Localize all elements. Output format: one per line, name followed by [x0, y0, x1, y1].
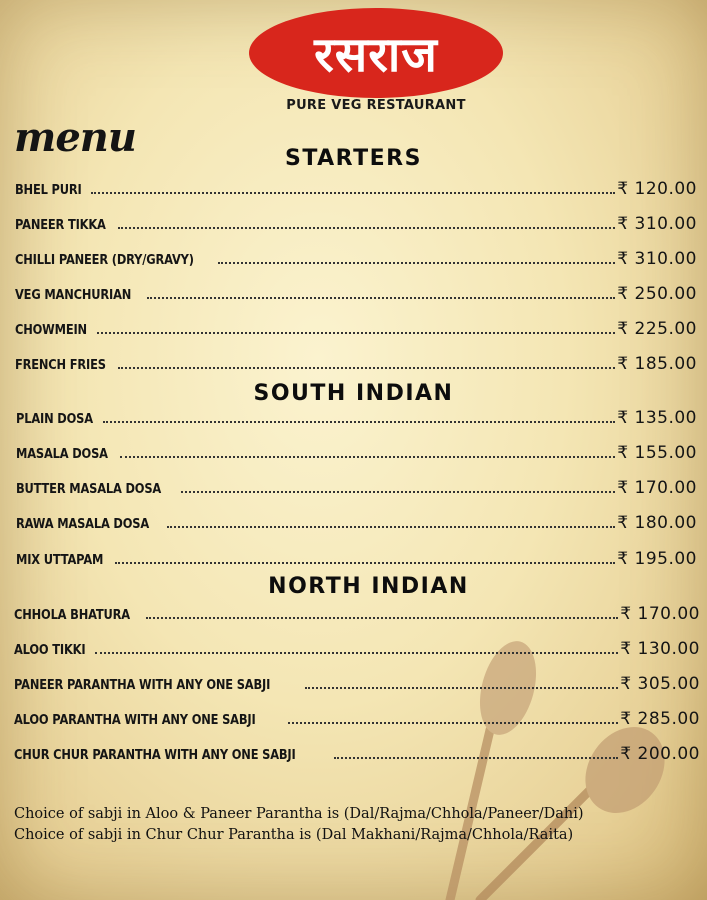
dot-leader — [167, 526, 615, 528]
item-price: ₹ 135.00 — [617, 408, 697, 428]
menu-item — [16, 478, 697, 498]
section-heading-south-indian: SOUTH INDIAN — [253, 381, 454, 406]
dot-leader — [120, 456, 615, 458]
item-price: ₹ 120.00 — [617, 179, 697, 199]
dot-leader — [91, 192, 616, 194]
note-line: Choice of sabji in Aloo & Paneer Parantha is (Dal/Rajma/Chhola/Paneer/Dahi) — [14, 806, 584, 822]
item-price: ₹ 310.00 — [617, 214, 697, 234]
note-line: Choice of sabji in Chur Chur Parantha is (Dal Makhani/Rajma/Chhola/Raita) — [14, 827, 574, 843]
menu-item — [15, 249, 697, 269]
item-name: BHEL PURI — [15, 183, 82, 198]
item-price: ₹ 195.00 — [617, 549, 697, 569]
item-name: CHUR CHUR PARANTHA WITH ANY ONE SABJI — [14, 748, 296, 763]
menu-item — [15, 179, 697, 199]
item-price: ₹ 180.00 — [617, 513, 697, 533]
menu-item — [15, 214, 697, 234]
dot-leader — [147, 297, 615, 299]
section-heading-north-indian: NORTH INDIAN — [268, 574, 469, 599]
item-name: ALOO TIKKI — [14, 643, 86, 658]
item-name: CHOWMEIN — [15, 323, 87, 338]
item-name: BUTTER MASALA DOSA — [16, 482, 162, 497]
dot-leader — [288, 722, 618, 724]
dot-leader — [95, 652, 618, 654]
item-price: ₹ 225.00 — [617, 319, 697, 339]
dot-leader — [103, 421, 615, 423]
item-name: ALOO PARANTHA WITH ANY ONE SABJI — [14, 713, 256, 728]
dot-leader — [118, 367, 615, 369]
menu-item — [14, 744, 700, 764]
dot-leader — [181, 491, 615, 493]
menu-item — [16, 549, 697, 569]
item-price: ₹ 285.00 — [620, 709, 700, 729]
item-price: ₹ 170.00 — [617, 478, 697, 498]
menu-item — [16, 513, 697, 533]
item-name: VEG MANCHURIAN — [15, 288, 132, 303]
sabji-notes — [14, 804, 694, 846]
item-name: RAWA MASALA DOSA — [16, 517, 150, 532]
dot-leader — [115, 562, 615, 564]
item-price: ₹ 305.00 — [620, 674, 700, 694]
restaurant-tagline: PURE VEG RESTAURANT — [286, 98, 466, 113]
item-price: ₹ 170.00 — [620, 604, 700, 624]
item-price: ₹ 155.00 — [617, 443, 697, 463]
menu-item — [14, 639, 700, 659]
dot-leader — [146, 617, 619, 619]
menu-item — [16, 443, 697, 463]
item-price: ₹ 130.00 — [620, 639, 700, 659]
menu-item — [15, 319, 697, 339]
item-price: ₹ 310.00 — [617, 249, 697, 269]
dot-leader — [334, 757, 618, 759]
item-price: ₹ 250.00 — [617, 284, 697, 304]
dot-leader — [218, 262, 615, 264]
dot-leader — [305, 687, 618, 689]
menu-item — [16, 408, 697, 428]
item-name: MIX UTTAPAM — [16, 553, 104, 568]
menu-title: menu — [14, 114, 136, 161]
menu-item — [15, 354, 697, 374]
item-name: MASALA DOSA — [16, 447, 108, 462]
dot-leader — [97, 332, 616, 334]
item-name: PLAIN DOSA — [16, 412, 93, 427]
item-name: PANEER TIKKA — [15, 218, 106, 233]
item-name: CHILLI PANEER (DRY/GRAVY) — [15, 253, 194, 268]
restaurant-logo: रसराज — [249, 8, 503, 98]
item-name: FRENCH FRIES — [15, 358, 106, 373]
item-name: CHHOLA BHATURA — [14, 608, 130, 623]
item-price: ₹ 185.00 — [617, 354, 697, 374]
item-price: ₹ 200.00 — [620, 744, 700, 764]
item-name: PANEER PARANTHA WITH ANY ONE SABJI — [14, 678, 271, 693]
dot-leader — [118, 227, 615, 229]
menu-item — [14, 604, 700, 624]
menu-item — [14, 709, 700, 729]
section-heading-starters: STARTERS — [285, 146, 422, 171]
menu-item — [15, 284, 697, 304]
menu-item — [14, 674, 700, 694]
